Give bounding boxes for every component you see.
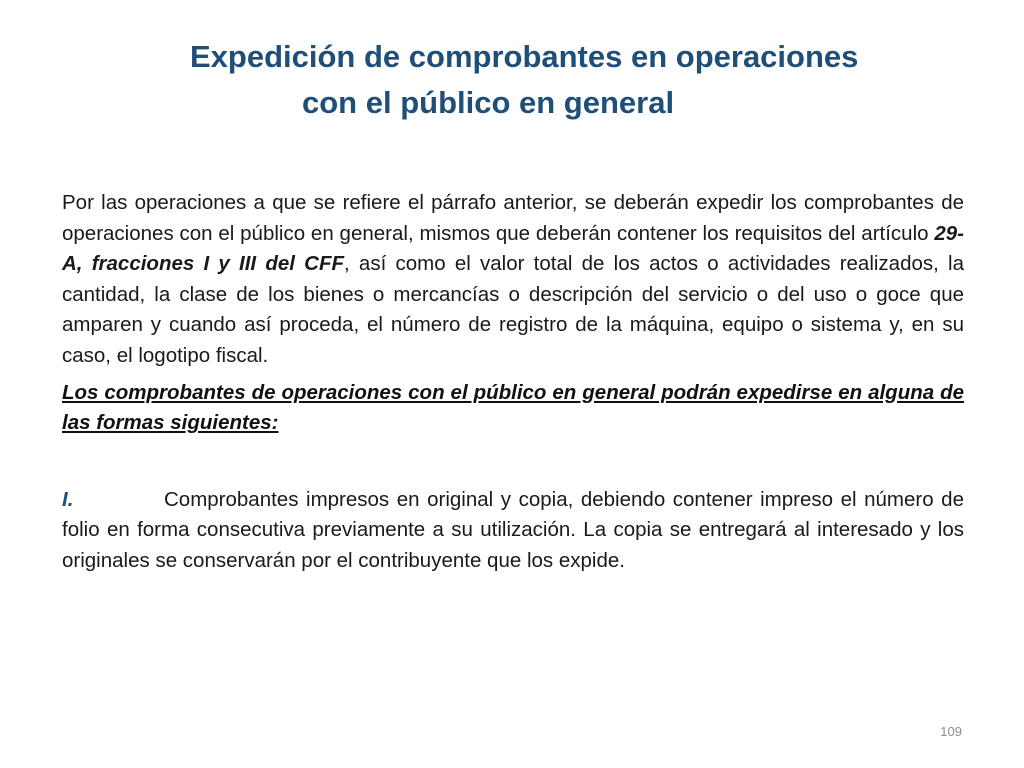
paragraph-operations-text-start: Por las operaciones a que se refiere el párrafo anterior, se deberán expedir los comprobantes de operaciones con el público en general, mismos que deberán contener los requisitos del artículo bbox=[62, 191, 964, 245]
paragraph-operations bbox=[62, 188, 964, 372]
paragraph-forms-heading: Los comprobantes de operaciones con el público en general podrán expedirse en alguna de las formas siguientes: bbox=[62, 380, 964, 435]
page-number: 109 bbox=[940, 724, 962, 739]
slide-title bbox=[0, 34, 1024, 126]
list-item-roman-1 bbox=[62, 485, 964, 577]
slide-title-line-2: con el público en general bbox=[302, 85, 675, 120]
list-item-text: Comprobantes impresos en original y copia, debiendo contener impreso el número de folio en forma consecutiva previamente a su utilización. La copia se entregará al interesado y los originales se conservarán por el contribuyente que los expide. bbox=[62, 487, 964, 572]
roman-numeral: I. bbox=[62, 487, 74, 511]
article-reference: 29-A, fracciones I y III del CFF bbox=[62, 221, 964, 276]
slide-body bbox=[62, 188, 964, 577]
paragraph-operations-text-end: , así como el valor total de los actos o actividades realizados, la cantidad, la clase de los bienes o mercancías o descripción del servicio o del uso o goce que amparen y cuando así proceda, el número de registro de la máquina, equipo o sistema y, en su caso, el logotipo fiscal. bbox=[62, 252, 965, 367]
slide-title-line-1: Expedición de comprobantes en operaciones bbox=[190, 39, 859, 74]
